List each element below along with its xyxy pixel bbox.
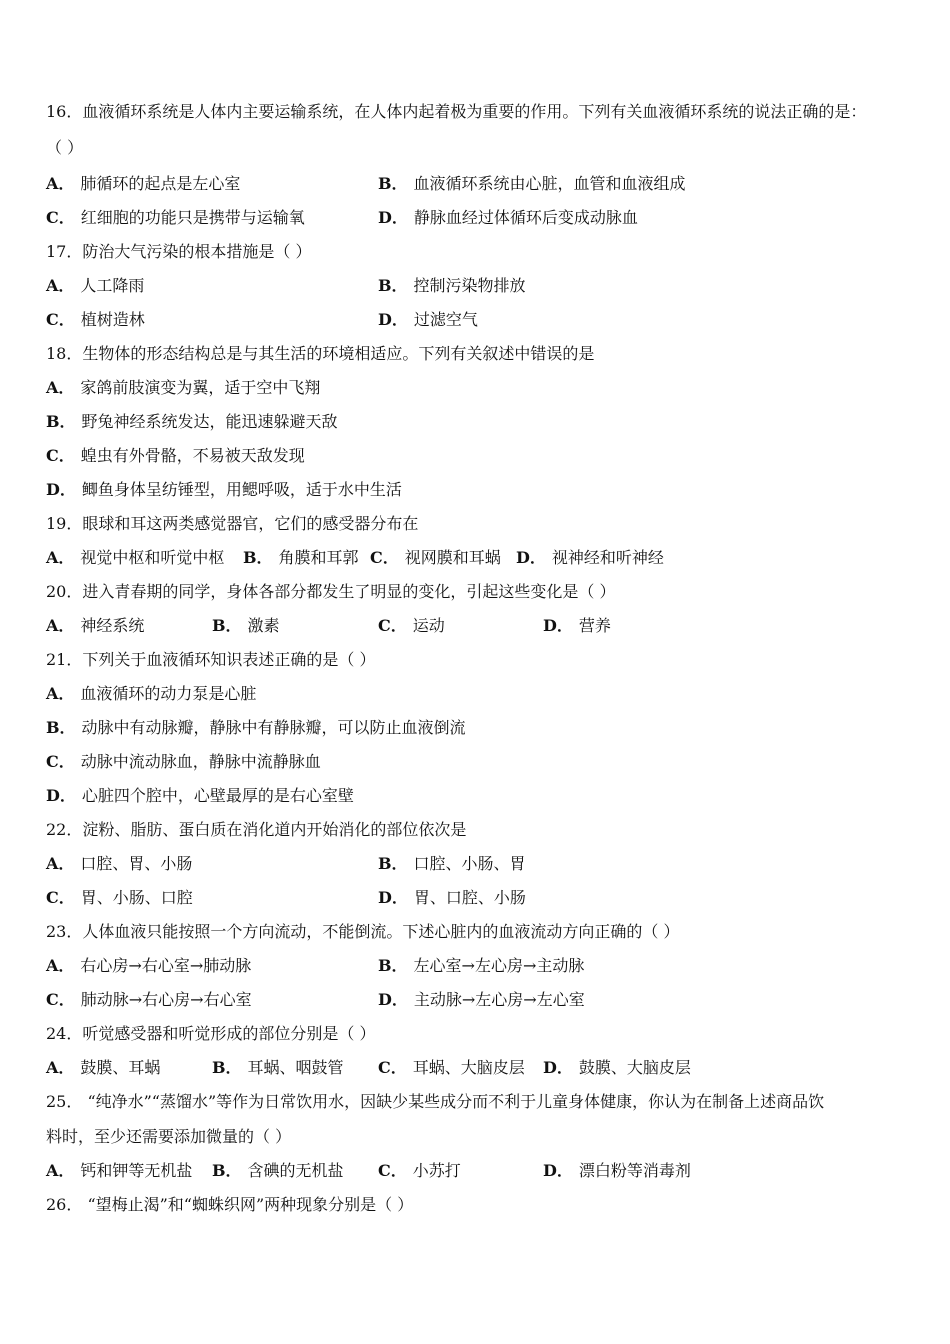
option-label: B． [378, 174, 408, 193]
option-text: 过滤空气 [413, 310, 478, 329]
option-text: 蝗虫有外骨骼，不易被天敌发现 [80, 446, 305, 465]
option-label: C． [46, 208, 75, 227]
question-21-stem: 21．下列关于血液循环知识表述正确的是（ ） [46, 650, 376, 669]
option-text: 主动脉→左心房→左心室 [413, 990, 585, 1009]
option-label: D． [378, 208, 408, 227]
option-label: A． [46, 684, 75, 703]
question-19-option-c [370, 548, 501, 568]
option-label: C． [46, 310, 75, 329]
question-24-option-c [378, 1058, 525, 1078]
question-17-option-b [378, 276, 526, 296]
option-label: B． [378, 956, 408, 975]
question-23-stem: 23．人体血液只能按照一个方向流动，不能倒流。下述心脏内的血液流动方向正确的（ ） [46, 922, 680, 941]
question-19-option-d [516, 548, 664, 568]
question-19-stem: 19．眼球和耳这两类感觉器官，它们的感受器分布在 [46, 514, 419, 533]
question-23-option-d [378, 990, 585, 1010]
question-18-stem: 18．生物体的形态结构总是与其生活的环境相适应。下列有关叙述中错误的是 [46, 344, 595, 363]
option-text: 心脏四个腔中，心壁最厚的是右心室壁 [81, 786, 354, 805]
option-text: 视神经和听神经 [551, 548, 664, 567]
question-18-option-d [46, 480, 402, 500]
option-label: B． [378, 276, 408, 295]
option-label: A． [46, 174, 75, 193]
question-18-option-a [46, 378, 320, 398]
question-23-option-b [378, 956, 584, 976]
option-text: 运动 [412, 616, 445, 635]
option-label: D． [543, 1161, 573, 1180]
question-23-option-c [46, 990, 252, 1010]
question-16-option-c [46, 208, 305, 228]
question-19-option-b [243, 548, 359, 568]
question-25-stem: 25． “纯净水”“蒸馏水”等作为日常饮用水，因缺少某些成分而不利于儿童身体健康，你认为在制备上述商品饮 [46, 1092, 825, 1111]
option-text: 鼓膜、大脑皮层 [578, 1058, 691, 1077]
option-label: D． [378, 888, 408, 907]
question-25-stem-continued: 料时，至少还需要添加微量的（ ） [46, 1127, 292, 1146]
option-label: B． [243, 548, 273, 567]
option-text: 鲫鱼身体呈纺锤型，用鳃呼吸，适于水中生活 [81, 480, 402, 499]
option-text: 血液循环的动力泵是心脏 [80, 684, 257, 703]
question-21-option-d [46, 786, 354, 806]
option-text: 肺动脉→右心房→右心室 [80, 990, 252, 1009]
option-text: 漂白粉等消毒剂 [578, 1161, 691, 1180]
question-16-option-a [46, 174, 240, 194]
question-25-option-d [543, 1161, 691, 1181]
option-label: C． [378, 1058, 407, 1077]
question-17-option-c [46, 310, 145, 330]
option-text: 视网膜和耳蜗 [404, 548, 501, 567]
option-text: 静脉血经过体循环后变成动脉血 [413, 208, 638, 227]
question-20-option-b [212, 616, 280, 636]
question-22-option-b [378, 854, 526, 874]
option-label: A． [46, 548, 75, 567]
option-label: D． [378, 990, 408, 1009]
option-text: 红细胞的功能只是携带与运输氧 [80, 208, 305, 227]
option-label: D． [46, 786, 76, 805]
option-text: 野兔神经系统发达，能迅速躲避天敌 [81, 412, 338, 431]
option-label: A． [46, 378, 75, 397]
question-18-option-b [46, 412, 338, 432]
option-text: 口腔、胃、小肠 [80, 854, 193, 873]
option-text: 胃、口腔、小肠 [413, 888, 526, 907]
question-21-option-b [46, 718, 466, 738]
option-text: 视觉中枢和听觉中枢 [80, 548, 225, 567]
option-text: 植树造林 [80, 310, 145, 329]
option-label: C． [46, 888, 75, 907]
question-20-option-d [543, 616, 611, 636]
question-23-option-a [46, 956, 251, 976]
option-text: 胃、小肠、口腔 [80, 888, 193, 907]
option-text: 人工降雨 [80, 276, 145, 295]
option-text: 耳蜗、咽鼓管 [247, 1058, 344, 1077]
option-label: C． [46, 990, 75, 1009]
question-24-option-b [212, 1058, 344, 1078]
option-text: 含碘的无机盐 [247, 1161, 344, 1180]
option-label: D． [516, 548, 546, 567]
question-21-option-c [46, 752, 321, 772]
question-17-option-a [46, 276, 144, 296]
question-18-option-c [46, 446, 305, 466]
option-label: D． [543, 616, 573, 635]
option-label: A． [46, 1058, 75, 1077]
option-text: 鼓膜、耳蜗 [80, 1058, 161, 1077]
question-25-option-a [46, 1161, 192, 1181]
option-text: 家鸽前肢演变为翼，适于空中飞翔 [80, 378, 321, 397]
option-label: B． [46, 718, 76, 737]
option-text: 右心房→右心室→肺动脉 [80, 956, 252, 975]
option-text: 激素 [247, 616, 280, 635]
option-text: 血液循环系统由心脏，血管和血液组成 [413, 174, 686, 193]
question-22-option-d [378, 888, 526, 908]
option-text: 口腔、小肠、胃 [413, 854, 526, 873]
question-24-option-a [46, 1058, 160, 1078]
question-21-option-a [46, 684, 256, 704]
option-label: A． [46, 616, 75, 635]
question-16-option-b [378, 174, 686, 194]
question-22-stem: 22．淀粉、脂肪、蛋白质在消化道内开始消化的部位依次是 [46, 820, 467, 839]
option-text: 钙和钾等无机盐 [80, 1161, 193, 1180]
option-text: 动脉中有动脉瓣，静脉中有静脉瓣，可以防止血液倒流 [81, 718, 466, 737]
option-label: B． [212, 1058, 242, 1077]
option-label: C． [378, 616, 407, 635]
option-text: 角膜和耳郭 [278, 548, 359, 567]
option-text: 神经系统 [80, 616, 145, 635]
question-22-option-c [46, 888, 193, 908]
option-text: 动脉中流动脉血，静脉中流静脉血 [80, 752, 321, 771]
question-17-option-d [378, 310, 478, 330]
question-26-stem: 26． “望梅止渴”和“蜘蛛织网”两种现象分别是（ ） [46, 1195, 414, 1214]
question-24-stem: 24．听觉感受器和听觉形成的部位分别是（ ） [46, 1024, 376, 1043]
option-label: B． [212, 1161, 242, 1180]
option-label: A． [46, 1161, 75, 1180]
question-20-stem: 20．进入青春期的同学，身体各部分都发生了明显的变化，引起这些变化是（ ） [46, 582, 616, 601]
option-label: D． [378, 310, 408, 329]
question-25-option-b [212, 1161, 344, 1181]
question-20-option-c [378, 616, 445, 636]
option-label: B． [212, 616, 242, 635]
question-16-stem-continued: （ ） [46, 138, 84, 157]
option-text: 耳蜗、大脑皮层 [412, 1058, 525, 1077]
option-text: 小苏打 [412, 1161, 461, 1180]
option-text: 左心室→左心房→主动脉 [413, 956, 585, 975]
question-16-stem: 16．血液循环系统是人体内主要运输系统，在人体内起着极为重要的作用。下列有关血液循环系统的说法正确的是： [46, 102, 867, 121]
question-19-option-a [46, 548, 224, 568]
question-16-option-d [378, 208, 638, 228]
option-label: D． [46, 480, 76, 499]
option-label: A． [46, 956, 75, 975]
option-label: B． [378, 854, 408, 873]
question-22-option-a [46, 854, 192, 874]
option-text: 肺循环的起点是左心室 [80, 174, 241, 193]
option-label: C． [46, 446, 75, 465]
option-label: B． [46, 412, 76, 431]
option-label: D． [543, 1058, 573, 1077]
option-label: C． [370, 548, 399, 567]
question-25-option-c [378, 1161, 461, 1181]
option-label: A． [46, 276, 75, 295]
option-label: A． [46, 854, 75, 873]
option-label: C． [46, 752, 75, 771]
option-label: C． [378, 1161, 407, 1180]
option-text: 营养 [578, 616, 611, 635]
question-17-stem: 17．防治大气污染的根本措施是（ ） [46, 242, 312, 261]
question-24-option-d [543, 1058, 691, 1078]
question-20-option-a [46, 616, 144, 636]
option-text: 控制污染物排放 [413, 276, 526, 295]
